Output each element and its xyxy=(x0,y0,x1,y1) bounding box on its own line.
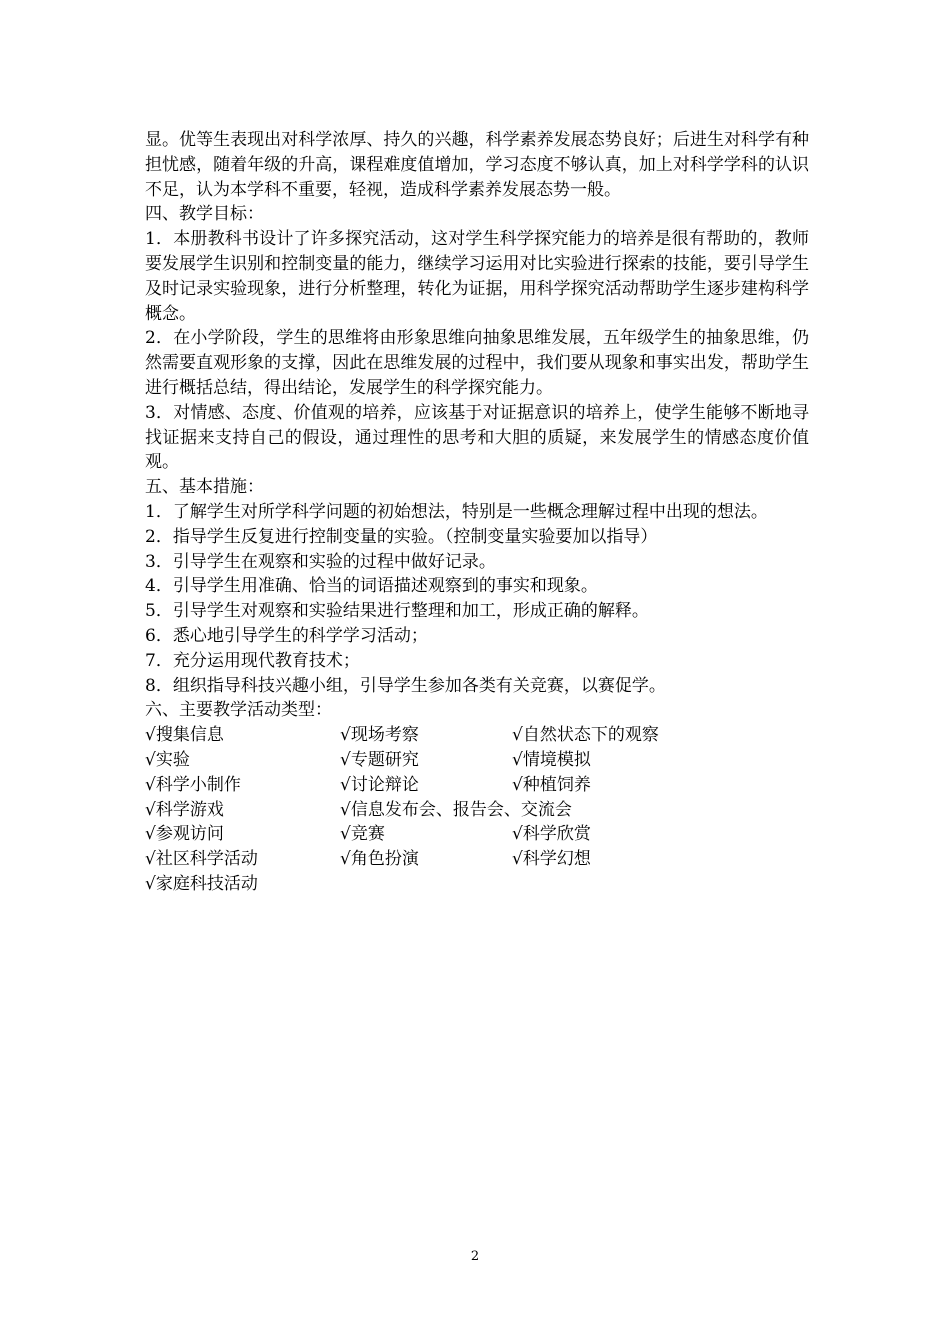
measure-item-6: 6．悉心地引导学生的科学学习活动； xyxy=(145,625,428,646)
measure-item-2: 2．指导学生反复进行控制变量的实验。（控制变量实验要加以指导） xyxy=(145,526,658,547)
activity-item: √科学欣赏 xyxy=(512,824,591,845)
measure-item-7: 7．充分运用现代教育技术； xyxy=(145,650,360,671)
activity-item: √竞赛 xyxy=(340,824,385,845)
activity-item: √信息发布会、报告会、交流会 xyxy=(340,799,572,820)
activity-item: √专题研究 xyxy=(340,749,419,770)
activity-item: √科学小制作 xyxy=(145,774,241,795)
activity-item: √自然状态下的观察 xyxy=(512,725,659,746)
activity-item: √角色扮演 xyxy=(340,849,419,870)
goal-item-2: 2．在小学阶段，学生的思维将由形象思维向抽象思维发展，五年级学生的抽象思维，仍然需要直观形象的支撑，因此在思维发展的过程中，我们要从现象和事实出发，帮助学生进行概括总结，得出结论，发展学生的科学探究能力。 xyxy=(145,328,809,398)
activity-item: √实验 xyxy=(145,749,190,770)
activity-item: √种植饲养 xyxy=(512,774,591,795)
measure-item-4: 4．引导学生用准确、恰当的词语描述观察到的事实和现象。 xyxy=(145,576,598,597)
section-heading-teaching-goals: 四、教学目标： xyxy=(145,204,264,225)
activity-item: √现场考察 xyxy=(340,725,419,746)
activity-item: √情境模拟 xyxy=(512,749,591,770)
intro-paragraph: 显。优等生表现出对科学浓厚、持久的兴趣，科学素养发展态势良好；后进生对科学有种担忧感，随着年级的升高，课程难度值增加，学习态度不够认真，加上对科学学科的认识不足，认为本学科不重要，轻视，造成科学素养发展态势一般。 xyxy=(145,130,809,200)
document-body xyxy=(145,128,809,897)
section-heading-basic-measures: 五、基本措施： xyxy=(145,477,264,498)
activity-item: √参观访问 xyxy=(145,824,224,845)
measure-item-3: 3．引导学生在观察和实验的过程中做好记录。 xyxy=(145,551,496,572)
activity-type-grid xyxy=(145,723,809,897)
activity-item: √搜集信息 xyxy=(145,725,224,746)
activity-item: √社区科学活动 xyxy=(145,849,258,870)
activity-item: √讨论辩论 xyxy=(340,774,419,795)
goal-item-1: 1．本册教科书设计了许多探究活动，这对学生科学探究能力的培养是很有帮助的，教师要发展学生识别和控制变量的能力，继续学习运用对比实验进行探索的技能，要引导学生及时记录实验现象，进行分析整理，转化为证据，用科学探究活动帮助学生逐步建构科学概念。 xyxy=(145,229,809,324)
page-number: 2 xyxy=(470,1249,480,1264)
section-heading-activity-types: 六、主要教学活动类型： xyxy=(145,700,332,721)
activity-item: √科学幻想 xyxy=(512,849,591,870)
activity-item: √家庭科技活动 xyxy=(145,873,258,894)
measure-item-1: 1．了解学生对所学科学问题的初始想法，特别是一些概念理解过程中出现的想法。 xyxy=(145,501,768,522)
goal-item-3: 3．对情感、态度、价值观的培养，应该基于对证据意识的培养上，使学生能够不断地寻找证据来支持自己的假设，通过理性的思考和大胆的质疑，来发展学生的情感态度价值观。 xyxy=(145,402,809,473)
measure-item-8: 8．组织指导科技兴趣小组，引导学生参加各类有关竞赛，以赛促学。 xyxy=(145,675,666,696)
activity-item: √科学游戏 xyxy=(145,799,224,820)
measure-item-5: 5．引导学生对观察和实验结果进行整理和加工，形成正确的解释。 xyxy=(145,601,649,622)
